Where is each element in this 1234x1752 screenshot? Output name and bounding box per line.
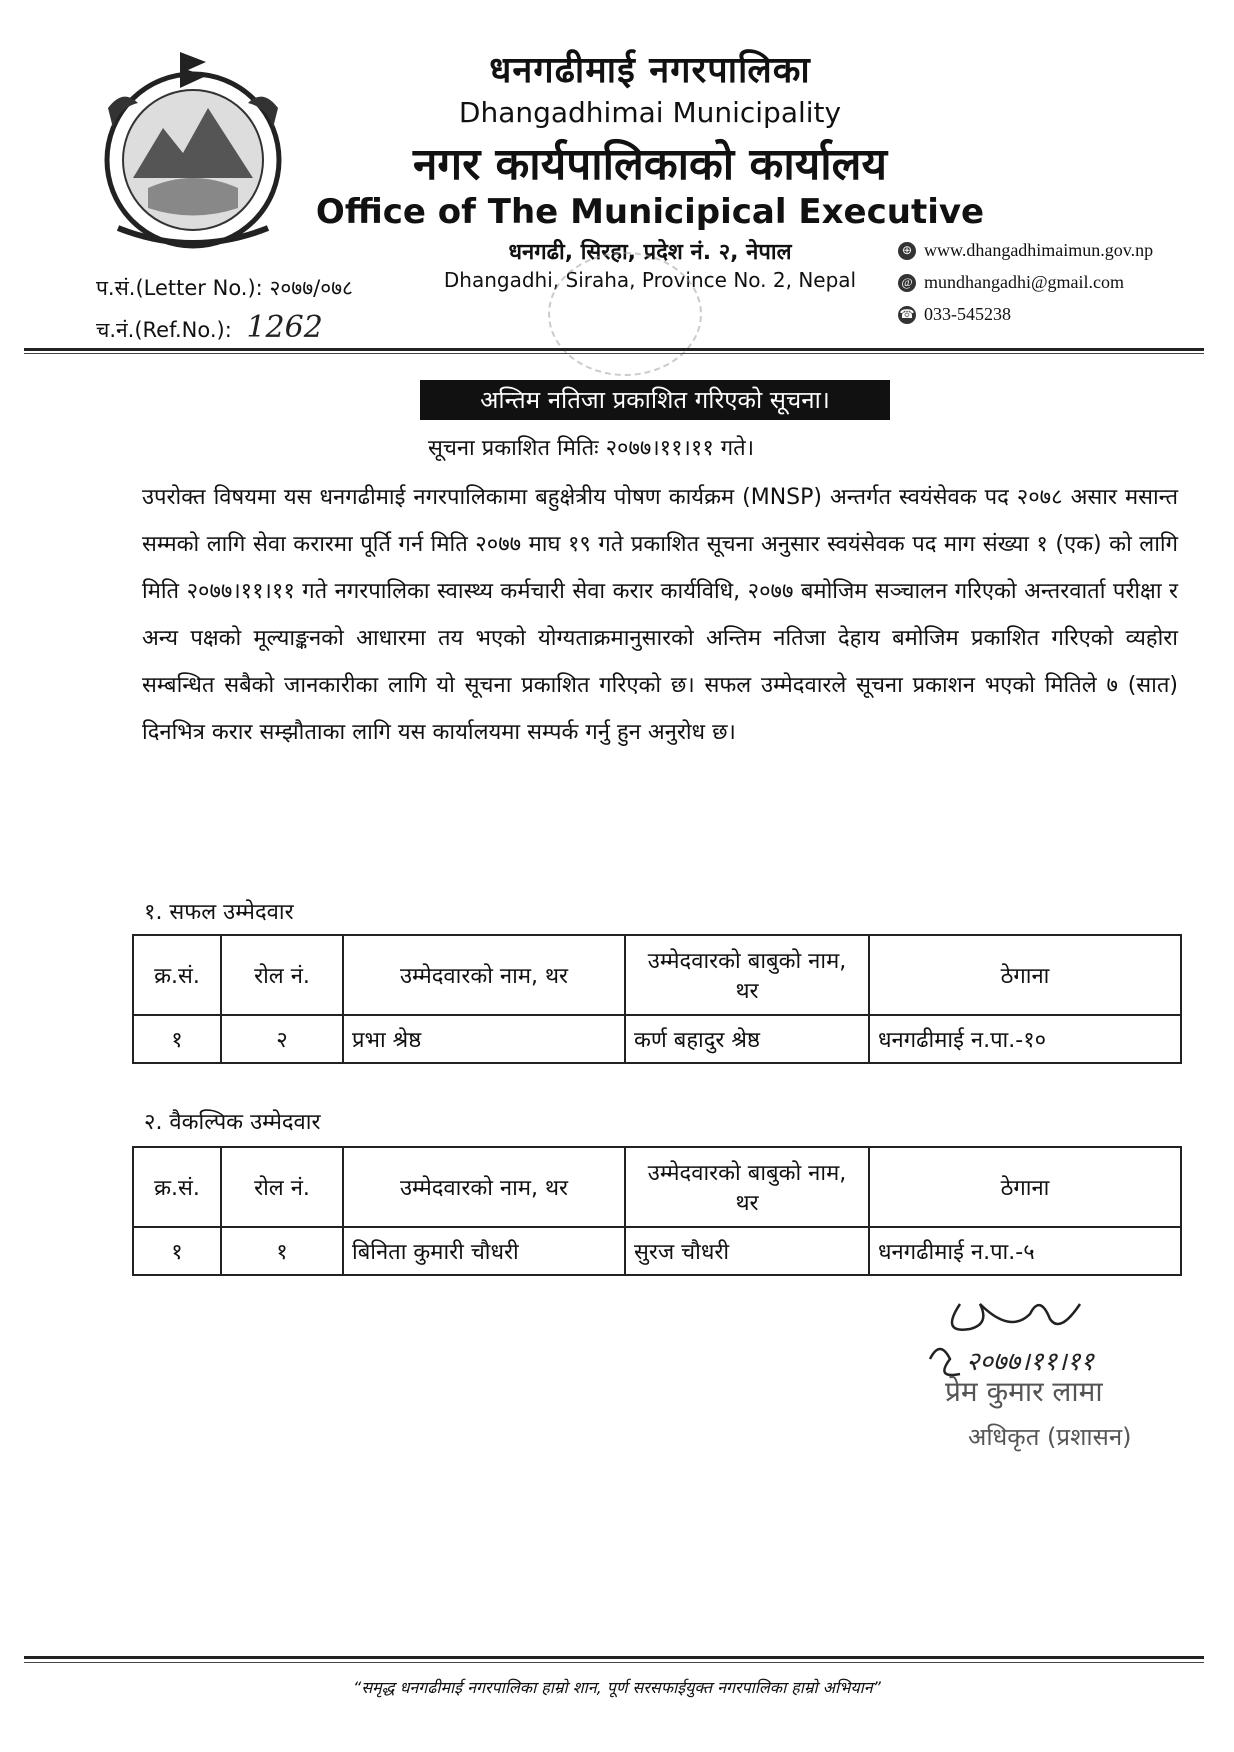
col-roll: रोल नं. [221,935,343,1015]
successful-table [132,934,1182,1064]
cell-sn: १ [133,1015,221,1063]
col-sn: क्र.सं. [133,1147,221,1227]
letter-no-value: २०७७/०७८ [269,276,353,300]
handwritten-signature [920,1284,1150,1434]
col-address: ठेगाना [869,935,1181,1015]
globe-icon: ⊕ [898,242,916,260]
nepal-emblem-icon [88,48,298,258]
signatory-title: अधिकृत (प्रशासन) [968,1423,1132,1451]
col-father: उम्मेदवारको बाबुको नाम, थर [625,1147,869,1227]
table-header-row [133,1147,1181,1227]
col-roll: रोल नं. [221,1147,343,1227]
email-text: mundhangadhi@gmail.com [924,272,1125,292]
address-en: Dhangadhi, Siraha, Province No. 2, Nepal [443,268,857,292]
notice-body: उपरोक्त विषयमा यस धनगढीमाई नगरपालिकामा बहुक्षेत्रीय पोषण कार्यक्रम (MNSP) अन्तर्गत स्वयंसेवक पद २०७८ असार मसान्त सम्मको लागि सेवा करारमा पूर्ति गर्न मिति २०७७ माघ १९ गते प्रकाशित सूचना अनुसार स्वयंसेवक पद माग संख्या १ (एक) को लागि मिति २०७७।११।११ गते नगरपालिका स्वास्थ्य कर्मचारी सेवा करार कार्यविधि, २०७७ बमोजिम सञ्चालन गरिएको अन्तरवार्ता परीक्षा र अन्य पक्षको मूल्याङ्कनको आधारमा तय भएको योग्यताक्रमानुसारको अन्तिम नतिजा देहाय बमोजिम प्रकाशित गरिएको व्यहोरा सम्बन्धित सबैको जानकारीका लागि यो सूचना प्रकाशित गरिएको छ। सफल उम्मेदवारले सूचना प्रकाशन भएको मितिले ७ (सात) दिनभित्र करार सम्झौताका लागि यस कार्यालयमा सम्पर्क गर्नु हुन अनुरोध छ। [142,485,1178,745]
cell-name: बिनिता कुमारी चौधरी [343,1227,625,1275]
notice-title: अन्तिम नतिजा प्रकाशित गरिएको सूचना। [420,380,890,420]
cell-father: कर्ण बहादुर श्रेष्ठ [625,1015,869,1063]
alternate-heading: २. वैकल्पिक उम्मेदवार [144,1110,321,1135]
col-name: उम्मेदवारको नाम, थर [343,935,625,1015]
cell-name: प्रभा श्रेष्ठ [343,1015,625,1063]
phone-text: 033-545238 [924,304,1011,324]
header-divider-thin [24,353,1204,354]
municipality-name-np: धनगढीमाई नगरपालिका [489,50,811,91]
cell-sn: १ [133,1227,221,1275]
col-name: उम्मेदवारको नाम, थर [343,1147,625,1227]
col-father: उम्मेदवारको बाबुको नाम, थर [625,935,869,1015]
table-row [133,1227,1181,1275]
footer-motto: “समृद्ध धनगढीमाई नगरपालिका हाम्रो शान, पूर्ण सरसफाईयुक्त नगरपालिका हाम्रो अभियान” [353,1678,881,1697]
website-text: www.dhangadhimaimun.gov.np [924,240,1154,260]
office-name-en: Office of The Municipical Executive [315,192,985,232]
table-header-row [133,935,1181,1015]
office-name-np: नगर कार्यपालिकाको कार्यालय [413,139,887,190]
phone-contact [898,304,1011,325]
signatory-name: प्रेम कुमार लामा [945,1375,1103,1408]
footer-divider [24,1656,1204,1659]
publish-date: सूचना प्रकाशित मितिः २०७७।११।११ गते। [428,436,755,461]
phone-icon: ☎ [898,306,916,324]
ref-no-label: च.नं.(Ref.No.): [96,318,232,342]
cell-address: धनगढीमाई न.पा.-१० [869,1015,1181,1063]
address-np: धनगढी, सिरहा, प्रदेश नं. २, नेपाल [508,240,792,265]
footer-divider-thin [24,1662,1204,1663]
website-contact [898,240,1153,261]
letter-no-label: प.सं.(Letter No.): [96,276,263,300]
cell-roll: २ [221,1015,343,1063]
municipality-name-en: Dhangadhimai Municipality [458,96,842,129]
email-contact [898,272,1124,293]
ref-number [96,310,323,345]
cell-address: धनगढीमाई न.पा.-५ [869,1227,1181,1275]
ref-no-value: 1262 [246,310,323,345]
col-address: ठेगाना [869,1147,1181,1227]
header-divider [24,348,1204,351]
col-sn: क्र.सं. [133,935,221,1015]
successful-heading: १. सफल उम्मेदवार [144,900,294,925]
cell-roll: १ [221,1227,343,1275]
letter-number [96,274,353,302]
office-stamp [548,252,702,376]
cell-father: सुरज चौधरी [625,1227,869,1275]
email-icon: @ [898,274,916,292]
alternate-table [132,1146,1182,1276]
table-row [133,1015,1181,1063]
signature-date: २०७७।११।११ [966,1347,1094,1377]
